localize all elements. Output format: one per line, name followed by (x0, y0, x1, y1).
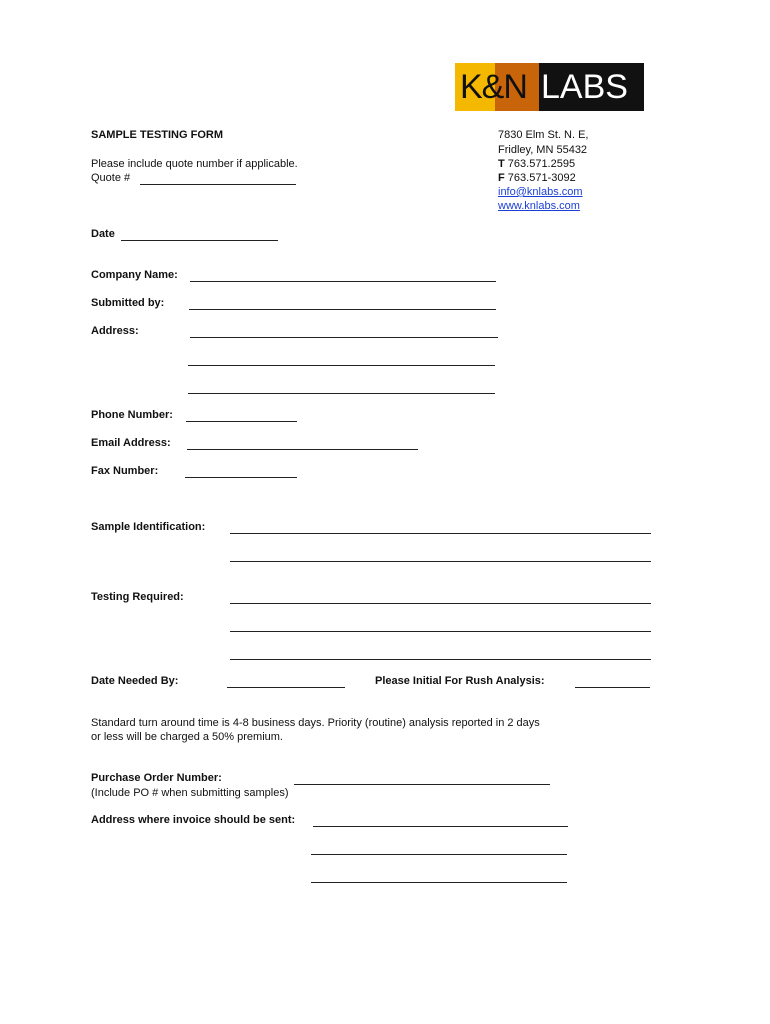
sample-identification-input-line-2[interactable] (230, 561, 651, 562)
submitted-by-label: Submitted by: (91, 297, 165, 309)
date-label: Date (91, 228, 115, 240)
testing-required-label: Testing Required: (91, 591, 184, 603)
contact-city: Fridley, MN 55432 (498, 144, 588, 156)
turnaround-note-line-1: Standard turn around time is 4-8 business days. Priority (routine) analysis reported in 2 days (91, 717, 540, 729)
company-name-label: Company Name: (91, 269, 178, 281)
form-title: SAMPLE TESTING FORM (91, 129, 223, 141)
email-address-input-line[interactable] (187, 449, 418, 450)
testing-required-input-line-2[interactable] (230, 631, 651, 632)
fax-number-label: Fax Number: (91, 465, 159, 477)
rush-initial-label: Please Initial For Rush Analysis: (375, 675, 545, 687)
quote-input-line[interactable] (140, 184, 296, 185)
contact-fax (498, 171, 576, 185)
phone-number-input-line[interactable] (186, 421, 297, 422)
rush-initial-input-line[interactable] (575, 687, 650, 688)
phone-number: 763.571.2595 (507, 158, 576, 170)
phone-number-label: Phone Number: (91, 409, 173, 421)
quote-note: Please include quote number if applicable. (91, 158, 298, 170)
po-number-input-line[interactable] (294, 784, 550, 785)
contact-phone (498, 157, 575, 171)
email-address-label: Email Address: (91, 437, 171, 449)
phone-prefix: T (498, 158, 505, 170)
po-number-label: Purchase Order Number: (91, 772, 222, 784)
sample-identification-input-line-1[interactable] (230, 533, 651, 534)
address-label: Address: (91, 325, 139, 337)
invoice-address-label: Address where invoice should be sent: (91, 814, 296, 826)
date-input-line[interactable] (121, 240, 278, 241)
company-name-input-line[interactable] (190, 281, 496, 282)
testing-required-input-line-1[interactable] (230, 603, 651, 604)
po-note: (Include PO # when submitting samples) (91, 787, 289, 799)
kn-labs-logo (455, 63, 644, 111)
contact-street: 7830 Elm St. N. E, (498, 129, 589, 141)
email-link[interactable]: info@knlabs.com (498, 186, 583, 198)
address-input-line-1[interactable] (190, 337, 498, 338)
invoice-address-input-line-2[interactable] (311, 854, 567, 855)
testing-required-input-line-3[interactable] (230, 659, 651, 660)
address-input-line-2[interactable] (188, 365, 495, 366)
sample-identification-label: Sample Identification: (91, 521, 206, 533)
logo-kn-text: K&N (460, 68, 527, 106)
turnaround-note-line-2: or less will be charged a 50% premium. (91, 731, 283, 743)
address-input-line-3[interactable] (188, 393, 495, 394)
logo-labs-text: LABS (541, 68, 628, 106)
date-needed-by-input-line[interactable] (227, 687, 345, 688)
website-link[interactable]: www.knlabs.com (498, 200, 580, 212)
fax-number: 763.571-3092 (507, 172, 576, 184)
invoice-address-input-line-1[interactable] (313, 826, 568, 827)
fax-prefix: F (498, 172, 505, 184)
quote-label: Quote # (91, 172, 131, 184)
invoice-address-input-line-3[interactable] (311, 882, 567, 883)
submitted-by-input-line[interactable] (189, 309, 496, 310)
fax-number-input-line[interactable] (185, 477, 297, 478)
date-needed-by-label: Date Needed By: (91, 675, 179, 687)
